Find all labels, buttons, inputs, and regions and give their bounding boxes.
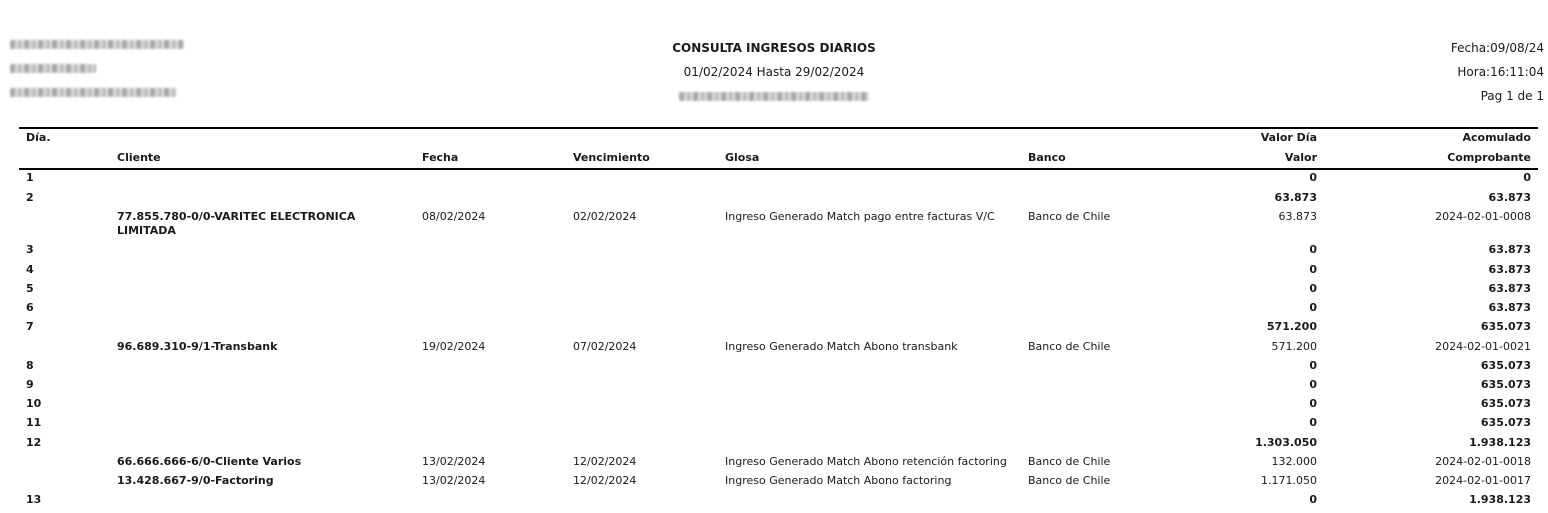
detail-gloss: Ingreso Generado Match Abono transbank [725,340,958,353]
report-header [0,40,1548,120]
col-banco: Banco [1028,151,1066,164]
detail-client: 66.666.666-6/0-Cliente Varios [117,455,302,468]
day-row [0,188,1548,207]
day-row [0,298,1548,317]
day-accumulated: 635.073 [1480,320,1531,333]
detail-value: 571.200 [1271,340,1317,353]
day-accumulated: 635.073 [1480,416,1531,429]
day-accumulated: 1.938.123 [1469,493,1531,506]
day-accumulated: 63.873 [1488,243,1531,256]
day-number: 7 [26,320,34,333]
detail-due-date: 02/02/2024 [573,210,637,223]
detail-value: 63.873 [1278,210,1317,223]
detail-due-date: 12/02/2024 [573,455,637,468]
day-value: 0 [1309,416,1317,429]
detail-date: 19/02/2024 [422,340,486,353]
day-row [0,260,1548,279]
detail-date: 08/02/2024 [422,210,486,223]
day-accumulated: 0 [1523,171,1531,184]
detail-gloss: Ingreso Generado Match Abono retención factoring [725,455,1007,468]
day-value: 0 [1309,243,1317,256]
day-value: 63.873 [1274,191,1317,204]
detail-due-date: 12/02/2024 [573,474,637,487]
detail-client: 96.689.310-9/1-Transbank [117,340,278,353]
day-value: 571.200 [1266,320,1317,333]
detail-value: 1.171.050 [1261,474,1317,487]
col-acomulado: Acomulado [1462,131,1531,144]
day-value: 0 [1309,301,1317,314]
day-value: 0 [1309,493,1317,506]
detail-date: 13/02/2024 [422,455,486,468]
day-value: 0 [1309,282,1317,295]
col-cliente: Cliente [117,151,161,164]
day-row [0,394,1548,413]
day-number: 1 [26,171,34,184]
col-dia: Día. [26,131,51,144]
detail-voucher: 2024-02-01-0018 [1435,455,1531,468]
detail-gloss: Ingreso Generado Match Abono factoring [725,474,952,487]
col-comprobante: Comprobante [1447,151,1531,164]
day-row [0,240,1548,259]
day-value: 0 [1309,263,1317,276]
day-number: 12 [26,436,42,449]
day-number: 3 [26,243,34,256]
redacted-company-address [10,88,176,97]
detail-voucher: 2024-02-01-0008 [1435,210,1531,223]
column-header-row-1 [0,128,1548,147]
day-value: 0 [1309,171,1317,184]
col-valor: Valor [1284,151,1317,164]
day-number: 10 [26,397,42,410]
day-accumulated: 63.873 [1488,301,1531,314]
detail-row [0,471,1548,490]
day-row [0,317,1548,336]
day-row [0,490,1548,509]
detail-value: 132.000 [1271,455,1317,468]
day-value: 0 [1309,359,1317,372]
day-number: 2 [26,191,34,204]
detail-row [0,207,1548,239]
redacted-report-filter [679,92,869,101]
day-row [0,433,1548,452]
detail-due-date: 07/02/2024 [573,340,637,353]
day-number: 9 [26,378,34,391]
col-vencimiento: Vencimiento [573,151,650,164]
detail-voucher: 2024-02-01-0017 [1435,474,1531,487]
day-accumulated: 63.873 [1488,282,1531,295]
day-accumulated: 63.873 [1488,263,1531,276]
day-row [0,375,1548,394]
detail-bank: Banco de Chile [1028,455,1111,468]
detail-client: 13.428.667-9/0-Factoring [117,474,274,487]
report-meta [1451,40,1544,112]
day-accumulated: 635.073 [1480,397,1531,410]
detail-bank: Banco de Chile [1028,474,1111,487]
detail-bank: Banco de Chile [1028,210,1111,223]
day-number: 13 [26,493,42,506]
day-number: 6 [26,301,34,314]
detail-row [0,337,1548,356]
report-date-range: 01/02/2024 Hasta 29/02/2024 [683,65,865,79]
day-value: 1.303.050 [1255,436,1317,449]
col-glosa: Glosa [725,151,760,164]
day-row [0,356,1548,375]
day-accumulated: 635.073 [1480,359,1531,372]
day-value: 0 [1309,378,1317,391]
detail-voucher: 2024-02-01-0021 [1435,340,1531,353]
detail-client: 77.855.780-0/0-VARITEC ELECTRONICA LIMITADA [117,210,356,237]
col-fecha: Fecha [422,151,459,164]
detail-row [0,452,1548,471]
detail-bank: Banco de Chile [1028,340,1111,353]
col-valor-dia: Valor Día [1260,131,1317,144]
day-row [0,168,1548,187]
day-accumulated: 635.073 [1480,378,1531,391]
day-value: 0 [1309,397,1317,410]
column-header-row-2 [0,148,1548,167]
detail-date: 13/02/2024 [422,474,486,487]
day-number: 11 [26,416,42,429]
report-title: CONSULTA INGRESOS DIARIOS [672,41,876,55]
day-number: 5 [26,282,34,295]
page-number: Pag 1 de 1 [1480,89,1544,103]
report-date: Fecha:09/08/24 [1450,41,1544,55]
day-number: 8 [26,359,34,372]
day-row [0,279,1548,298]
detail-gloss: Ingreso Generado Match pago entre facturas V/C [725,210,995,223]
day-accumulated: 1.938.123 [1469,436,1531,449]
day-accumulated: 63.873 [1488,191,1531,204]
day-row [0,413,1548,432]
report-time: Hora:16:11:04 [1457,65,1544,79]
day-number: 4 [26,263,34,276]
